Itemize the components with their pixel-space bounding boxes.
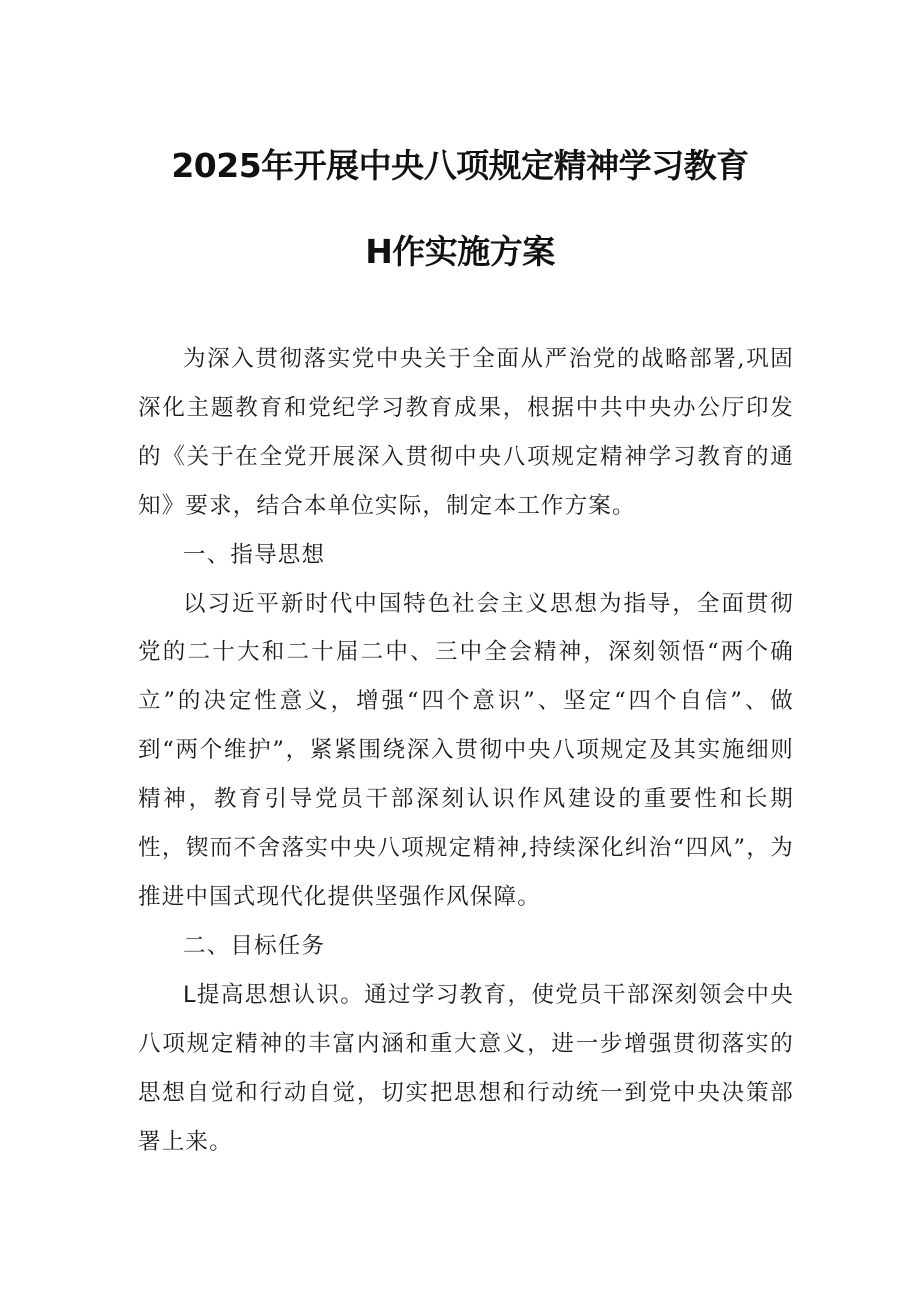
section-heading-guiding-thought: 一、指导思想 [183, 541, 326, 568]
document-body [138, 335, 794, 1166]
item-lead-text: L提高思想认识 [183, 981, 341, 1008]
document-title-line-2: H作实施方案 [365, 232, 555, 271]
section-heading-goals-tasks: 二、目标任务 [183, 932, 326, 959]
item-body-text: 。通过学习教育，使党员干部深刻领会中央八项规定精神的丰富内涵和重大意义，进一步增强贯彻落实的思想自觉和行动自觉，切实把思想和行动统一到党中央决策部署上来。 [138, 981, 794, 1155]
section-paragraph-guiding-thought: 以习近平新时代中国特色社会主义思想为指导，全面贯彻党的二十大和二十届二中、三中全会精神，深刻领悟“两个确立”的决定性意义，增强“四个意识”、坚定“四个自信”、做到“两个维护”，紧紧围绕深入贯彻中央八项规定及其实施细则精神，教育引导党员干部深刻认识作风建设的重要性和长期性，锲而不舍落实中央八项规定精神,持续深化纠治“四风”，为推进中国式现代化提供坚强作风保障。 [138, 590, 794, 910]
document-title-line-1: 2025年开展中央八项规定精神学习教育 [171, 146, 749, 185]
intro-paragraph: 为深入贯彻落实党中央关于全面从严治党的战略部署,巩固深化主题教育和党纪学习教育成果，根据中共中央办公厅印发的《关于在全党开展深入贯彻中央八项规定精神学习教育的通知》要求，结合本单位实际，制定本工作方案。 [138, 346, 794, 519]
section-item-raise-awareness [138, 971, 794, 1167]
